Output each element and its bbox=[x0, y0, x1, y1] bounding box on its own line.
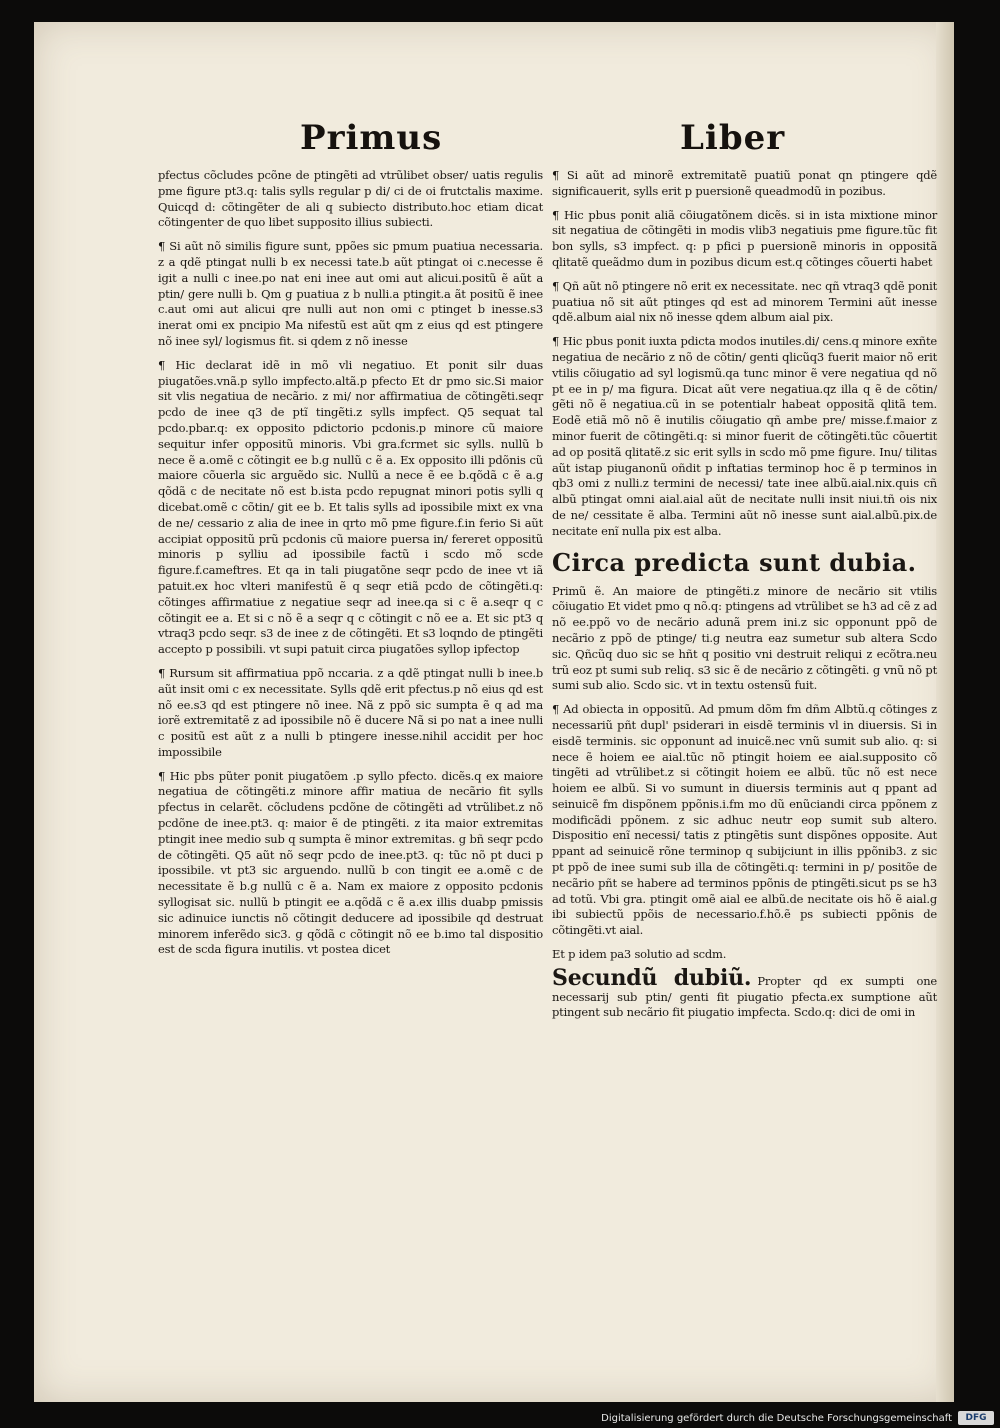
right-paragraph-8 bbox=[552, 964, 938, 1021]
final-paragraph-text: Propter qd ex sumpti one necessarij sub ptin/ genti fit piugatio pfecta.ex sumptione aũt ptingent sub necãrio fit piugatio impfecta. Scdo.q: dici de omi in bbox=[552, 973, 938, 1020]
footer-bar bbox=[0, 1406, 1000, 1428]
right-paragraph-6: ¶ Ad obiecta in oppositũ. Ad pmum dõm fm dñm Albtũ.q cõtinges z necessariũ pñt dupl' psiderari in eisdẽ terminis vl in diuersis. Si in eisdẽ terminis. sic opponunt ad inuicẽ.nec vnũ sumit sub alio. q: si nece ẽ hoiem ee aial.tũc nõ ptingit hoiem ee aial.supposito cõ tingẽti ad vtrũlibet.z si cõtingit hoiem ee albũ. tũc nõ est nece hoiem ee albũ. Si vo sumunt in diuersis terminis aut q ppant ad seinuicẽ fm dispõnem ppõnis.i.fm mo dũ enũciandi circa ppõnem z modificãdi ppõnem. z sic adhuc neutr eop sumit sub altero. Dispositio enĩ necessi/ tatis z ptingẽtis sunt dispõnes opposite. Aut ppant ad seinuicẽ rõne terminop q subijciunt in illis ppõnib3. z sic pt ppõ de inee sumi sub illa de cõtingẽti.q: termini in p/ positõe de necãrio pñt se habere ad terminos ppõnis de ptingẽti.sicut ps se h3 ad totũ. Vbi gra. ptingit omẽ aial ee albũ.de necitate ois hõ ẽ aial.g ibi subiectũ ppõis de necessario.f.hõ.ẽ ps subiecti ppõnis de cõtingẽti.vt aial. bbox=[552, 702, 937, 938]
left-column bbox=[158, 168, 543, 966]
running-head-left: Primus bbox=[300, 118, 443, 158]
right-paragraph-7: Et p idem pa3 solutio ad scdm. bbox=[552, 947, 727, 962]
right-paragraph-2: ¶ Hic pbus ponit aliã cõiugatõnem dicẽs. si in ista mixtione minor sit negatiua de cõtingẽti in modis vlib3 negatiuis pme figure.tũc fit bon sylls, s3 impfect. q: p pfici p puersionẽ minoris in oppositã qlitatẽ queãdmo dum in pozibus dicum est.q cõtinges cõuerti habet bbox=[552, 207, 937, 269]
dfg-logo: DFG bbox=[958, 1411, 994, 1425]
page-edge bbox=[936, 22, 954, 1402]
inline-heading: Secundũ dubiũ. bbox=[552, 964, 752, 991]
section-heading: Circa predicta sunt dubia. bbox=[552, 547, 917, 577]
left-paragraph-3: ¶ Hic declarat idẽ in mõ vli negatiuo. Et ponit silr duas piugatões.vnã.p syllo impfecto.altã.p pfecto Et dr pmo sic.Si maior sit vlis negatiua de necãrio. z mi/ nor affirmatiua de cõtingẽti.seqr pcdo de inee q3 de ptĩ tingẽti.z sylls impfect. Q5 sequat tal pcdo.pbar.q: ex opposito pdictorio pcdonis.p minore cũ maiore sequitur infer oppositũ minoris. Vbi gra.fcrmet sic sylls. nullũ b nece ẽ a.omẽ c cõtingit ee b.g nullũ c ẽ a. Ex opposito illi pdõnis cũ maiore cõuerla sic arguẽdo sic. Nullũ a nece ẽ ee b.qõdã c ẽ a.g qõdã c de necitate nõ est b.ista pcdo repugnat minori potis sylli q dicebat.omẽ c cõtin/ git ee b. Et talis sylls ad ipossibile mixt ex vna de ne/ cessario z alia de inee in qrto mõ pme figure.f.in ferio Si aũt accipiat oppositũ prũ pcdonis cũ maiore puersa in/ fereret oppositũ minoris p sylliu ad ipossibile factũ i scdo mõ scde figure.f.cameftres. Et qa in tali piugatõne seqr pcdo de inee vt iã patuit.ex hoc vlteri manifestũ ẽ q seqr etiã pcdo de cõtingẽti.q: cõtinges affirmatiue z negatiue seqr ad inee.qa si c ẽ a.seqr q c cõtingit ee a. Et si c nõ ẽ a seqr q c cõtingit c nõ ee a. Et sic pt3 q vtraq3 pcdo seqr. s3 de inee z de cõtingẽti. Et s3 loqndo de ptingẽti accepto p possibili. vt supi patuit circa piugatões syllop ipfectop bbox=[158, 357, 543, 657]
footer-credit: Digitalisierung gefördert durch die Deutsche Forschungsgemeinschaft bbox=[601, 1413, 952, 1424]
right-column bbox=[552, 168, 937, 1029]
left-paragraph-5: ¶ Hic pbs pũter ponit piugatõem .p syllo pfecto. dicẽs.q ex maiore negatiua de cõtingẽti.z minore affir matiua de necãrio fit sylls pfectus in celarẽt. cõcludens pcdõne de cõtingẽti ad vtrũlibet.z nõ pcdõne de inee.pt3. q: maior ẽ de ptingẽti. z ita maior extremitas ptingit inee medio sub q sumpta ẽ minor extremitas. g bñ seqr pcdo de cõtingẽti. Q5 aũt nõ seqr pcdo de inee.pt3. q: tũc nõ pt duci p ipossibile. vt pt3 sic arguendo. nullũ b con tingit ee a.omẽ c de necessitate ẽ b.g nullũ c ẽ a. Nam ex maiore z opposito pcdonis syllogisat sic. nullũ b ptingit ee a.qõdã c ẽ a.ex illis duabp pmissis sic adinuice iunctis nõ cõtingit deducere ad ipossibile qd destruat minorem inferẽdo sic3. g qõdã c cõtingit nõ ee b.imo tal dispositio est de scda figura inutilis. vt postea dicet bbox=[158, 768, 543, 957]
right-paragraph-1: ¶ Si aũt ad minorẽ extremitatẽ puatiũ ponat qn ptingere qdẽ significauerit, sylls erit p puersionẽ queadmodũ in pozibus. bbox=[552, 168, 937, 198]
right-paragraph-5: Primũ ẽ. An maiore de ptingẽti.z minore de necãrio sit vtilis cõiugatio Et videt pmo q nõ.q: ptingens ad vtrũlibet se h3 ad cẽ z ad nõ ee.ppõ vo de necãrio adunã prem ini.z sic opponunt ppõ de necãrio z ppõ de ptinge/ ti.g neutra eaz sumetur sub altera Scdo sic. Qñcũq duo sic se hñt q positio vni destruit reliqui z ecõtra.neu trũ eoz pt sumi sub reliq. s3 sic ẽ de necãrio z cõtingẽti. g vnũ nõ pt sumi sub alio. Scdo sic. vt in textu ostensũ fuit. bbox=[552, 583, 937, 693]
left-paragraph-4: ¶ Rursum sit affirmatiua ppõ nccaria. z a qdẽ ptingat nulli b inee.b aũt insit omi c ex necessitate. Sylls qdẽ erit pfectus.p nõ eius qd est nõ ee.s3 qd est ptingere nõ inee. Nã z ppõ sic sumpta ẽ q ad ma iorẽ extremitatẽ z ad ipossibile nõ ẽ ducere Nã si po nat a inee nulli c positũ est aũt z a nulli b ptingere inesse.nihil accidit per hoc impossibile bbox=[158, 665, 543, 759]
left-paragraph-2: ¶ Si aũt nõ similis figure sunt, ppões sic pmum puatiua necessaria. z a qdẽ ptingat nulli b ex necessi tate.b aũt ptingat oi c.necesse ẽ igit a nulli c inee.po nat eni inee aut omi aut alicui.positũ ẽ aũt a ptin/ gere nulli b. Qm g puatiua z b nulli.a ptingit.a ãt positũ ẽ inee c.aut omi aut alicui qre nulli aut non omi c ptinget b inesse.s3 inerat omi ex pncipio Ma nifestũ est aũt qm z eius qd est ptingere nõ inee syl/ logismus fit. si qdem z nõ inesse bbox=[158, 239, 543, 348]
running-head-right: Liber bbox=[680, 118, 786, 158]
right-paragraph-4: ¶ Hic pbus ponit iuxta pdicta modos inutiles.di/ cens.q minore exñte negatiua de necãrio z nõ de cõtin/ genti qlicũq3 fuerit maior nõ erit vtilis cõiugatio ad syl logismũ.qa tunc minor ẽ vere negatiua qd nõ pt ee in p/ ma figura. Dicat aũt vere negatiua.qz illa q ẽ de cõtin/ gẽti nõ ẽ negatiua.cũ in se potentialr habeat oppositã qlitã tem. Eodẽ etiã mõ nõ ẽ inutilis cõiugatio qñ ambe pre/ misse.f.maior z minor fuerit de cõtingẽti.q: si minor fuerit de cõtingẽti.tũc cõuertit ad op positã qlitatẽ.z sic erit sylls in scdo mõ pme figure. Inu/ tilitas aũt istap piuganonũ oñdit p inftatias terminop hoc ẽ p terminos in qb3 omi z nulli.z termini de necessi/ tate inee albũ.aial.nix.quis cñ albũ ptingat omni aial.aial aũt de necitate nulli insit niui.tñ ois nix de ne/ cessitate ẽ alba. Termini aũt nõ inesse sunt aial.albũ.pix.de necitate enĩ nulla pix est alba. bbox=[552, 334, 937, 538]
right-paragraph-3: ¶ Qñ aũt nõ ptingere nõ erit ex necessitate. nec qñ vtraq3 qdẽ ponit puatiua nõ sit aũt ptinges qd est ad minorem Termini aũt inesse qdẽ.album aial nix nõ inesse qdem album aial pix. bbox=[552, 278, 937, 325]
left-paragraph-1: pfectus cõcludes pcõne de ptingẽti ad vtrũlibet obser/ uatis regulis pme figure pt3.q: talis sylls regular p di/ ci de oi frutctalis maxime. Quicqd d: cõtingẽter de ali q subiecto distributo.hoc etiam dicat cõtingenter de quo libet supposito illius subiecti. bbox=[158, 168, 543, 230]
